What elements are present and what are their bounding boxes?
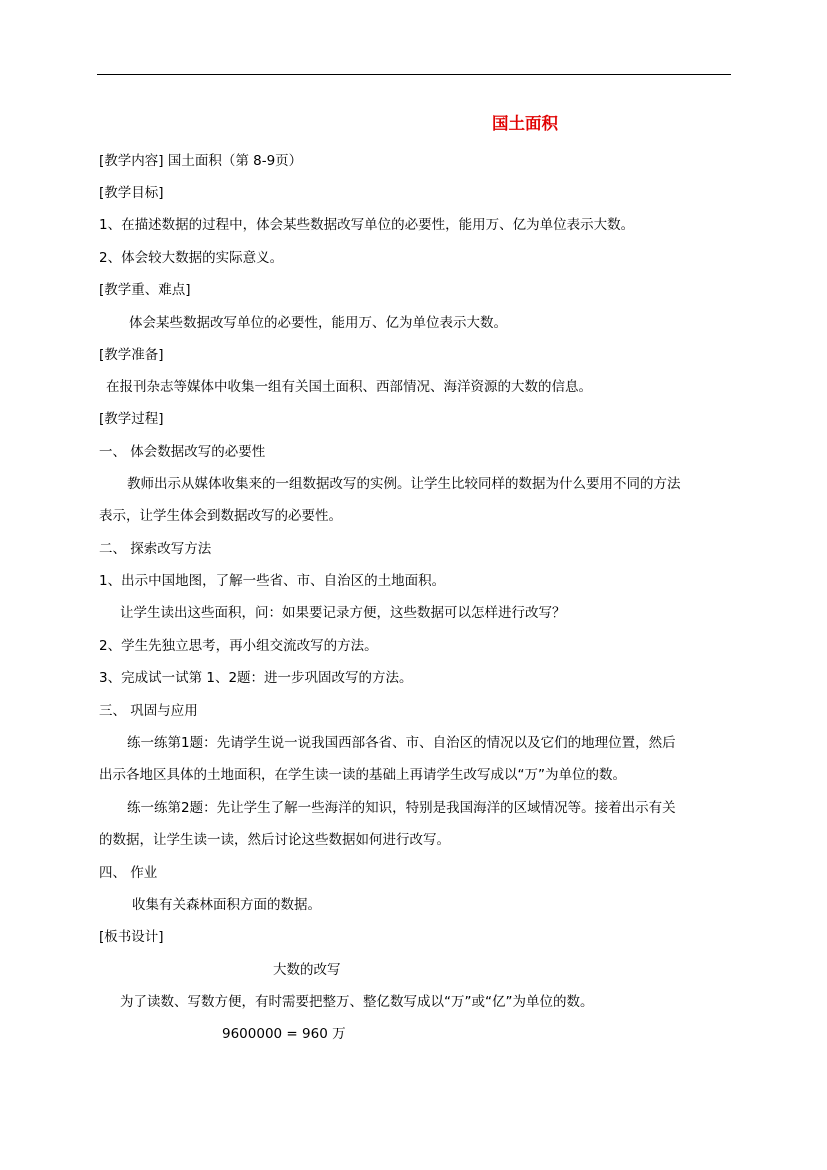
board-example-equation: 9600000 = 960 万: [222, 1026, 346, 1042]
board-rule-text: 为了读数、写数方便，有时需要把整万、整亿数写成以“万”或“亿”为单位的数。: [120, 994, 594, 1010]
process-step-1-text-cont: 表示，让学生体会到数据改写的必要性。: [99, 508, 342, 524]
process-step-1-heading: 一、 体会数据改写的必要性: [99, 444, 266, 460]
board-title: 大数的改写: [273, 962, 341, 978]
process-step-1-text: 教师出示从媒体收集来的一组数据改写的实例。让学生比较同样的数据为什么要用不同的方法: [127, 476, 681, 492]
process-step-4-heading: 四、 作业: [99, 865, 158, 881]
process-step-2-heading: 二、 探索改写方法: [99, 541, 212, 557]
exercise-1-text-cont: 出示各地区具体的土地面积，在学生读一读的基础上再请学生改写成以“万”为单位的数。: [99, 767, 626, 783]
section-heading-process: [教学过程]: [99, 411, 164, 427]
teaching-content-line: [教学内容] 国土面积（第 8-9页）: [99, 153, 303, 169]
homework-text: 收集有关森林面积方面的数据。: [132, 897, 321, 913]
preparation-text: 在报刊杂志等媒体中收集一组有关国土面积、西部情况、海洋资源的大数的信息。: [106, 379, 592, 395]
section-heading-goals: [教学目标]: [99, 185, 164, 201]
section-heading-preparation: [教学准备]: [99, 347, 164, 363]
exercise-2-text-cont: 的数据，让学生读一读，然后讨论这些数据如何进行改写。: [99, 832, 450, 848]
process-step-3-heading: 三、 巩固与应用: [99, 703, 198, 719]
process-step-2-item-1: 1、出示中国地图，了解一些省、市、自治区的土地面积。: [99, 573, 446, 589]
process-step-2-item-2: 2、学生先独立思考，再小组交流改写的方法。: [99, 638, 378, 654]
exercise-1-text: 练一练第1题：先请学生说一说我国西部各省、市、自治区的情况以及它们的地理位置，然后: [127, 735, 676, 751]
goal-item-2: 2、体会较大数据的实际意义。: [99, 250, 284, 266]
header-rule: [97, 74, 731, 75]
process-step-2-item-3: 3、完成试一试第 1、2题：进一步巩固改写的方法。: [99, 670, 413, 686]
goal-item-1: 1、在描述数据的过程中，体会某些数据改写单位的必要性，能用万、亿为单位表示大数。: [99, 217, 635, 233]
key-points-text: 体会某些数据改写单位的必要性，能用万、亿为单位表示大数。: [129, 315, 507, 331]
section-heading-key-points: [教学重、难点]: [99, 282, 191, 298]
exercise-2-text: 练一练第2题：先让学生了解一些海洋的知识，特别是我国海洋的区域情况等。接着出示有关: [127, 800, 676, 816]
section-heading-board-design: [板书设计]: [99, 929, 164, 945]
process-step-2-question: 让学生读出这些面积，问：如果要记录方便，这些数据可以怎样进行改写？: [120, 605, 566, 621]
document-title: 国土面积: [492, 114, 558, 133]
